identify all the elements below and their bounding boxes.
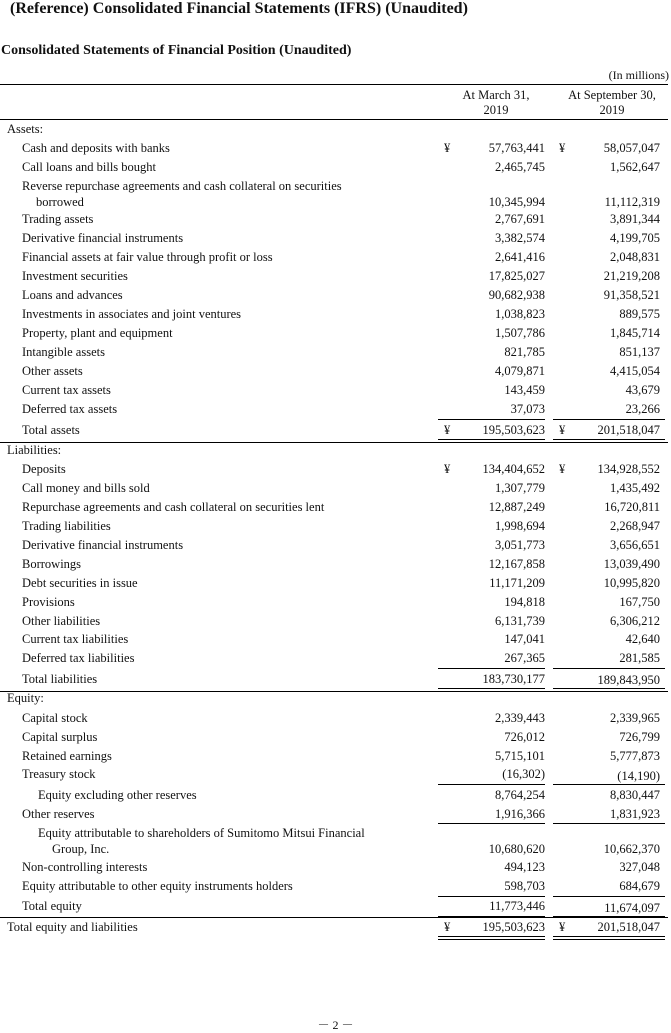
value-march-2019: 1,307,779 xyxy=(495,481,545,495)
value-march-2019: 6,131,739 xyxy=(495,614,545,628)
row-label: Call loans and bills bought xyxy=(22,160,157,174)
row-label: Investments in associates and joint ventures xyxy=(22,307,242,321)
row-label: Loans and advances xyxy=(22,288,123,302)
total-double-rule xyxy=(438,936,545,940)
value-march-2019: 2,641,416 xyxy=(495,250,545,264)
row-label: Total assets xyxy=(22,423,80,437)
row-label: Equity excluding other reserves xyxy=(38,788,197,802)
value-september-2019: 91,358,521 xyxy=(603,288,660,302)
value-march-2019: 12,887,249 xyxy=(488,500,545,514)
value-march-2019: 1,507,786 xyxy=(495,326,545,340)
value-september-2019: 684,679 xyxy=(619,879,660,893)
row-label: Derivative financial instruments xyxy=(22,231,184,245)
section-heading: Liabilities: xyxy=(7,443,62,457)
section-rule xyxy=(0,917,668,918)
value-september-2019: 5,777,873 xyxy=(610,749,660,763)
value-march-2019: 90,682,938 xyxy=(488,288,545,302)
value-september-2019: 2,048,831 xyxy=(610,250,660,264)
row-label: Derivative financial instruments xyxy=(22,538,184,552)
row-label: Deferred tax liabilities xyxy=(22,651,135,665)
row-label: Total equity xyxy=(22,899,82,913)
value-september-2019: 3,891,344 xyxy=(610,212,660,226)
subtotal-rule xyxy=(438,784,545,785)
value-march-2019: 12,167,858 xyxy=(488,557,545,571)
value-september-2019: 889,575 xyxy=(619,307,660,321)
row-label-continued: borrowed xyxy=(36,195,84,209)
value-march-2019: 5,715,101 xyxy=(495,749,545,763)
value-march-2019: 183,730,177 xyxy=(482,672,545,686)
yen-symbol: ¥ xyxy=(444,141,451,155)
row-label: Deferred tax assets xyxy=(22,402,118,416)
value-march-2019: 2,767,691 xyxy=(495,212,545,226)
row-label: Other assets xyxy=(22,364,83,378)
value-march-2019: 11,171,209 xyxy=(489,576,545,590)
value-march-2019: 134,404,652 xyxy=(482,462,545,476)
value-september-2019: 42,640 xyxy=(625,632,660,646)
row-label: Intangible assets xyxy=(22,345,105,359)
value-march-2019: 10,680,620 xyxy=(488,842,545,856)
value-march-2019: 1,038,823 xyxy=(495,307,545,321)
value-september-2019: 10,995,820 xyxy=(603,576,660,590)
value-march-2019: 1,998,694 xyxy=(495,519,545,533)
value-september-2019: 201,518,047 xyxy=(597,423,660,437)
value-march-2019: 726,012 xyxy=(504,730,545,744)
subtotal-rule xyxy=(553,419,665,420)
value-march-2019: 147,041 xyxy=(504,632,545,646)
table-top-rule xyxy=(0,84,668,85)
unit-label: (In millions) xyxy=(608,68,669,82)
value-september-2019: 21,219,208 xyxy=(603,269,660,283)
yen-symbol: ¥ xyxy=(559,141,566,155)
subtotal-rule xyxy=(438,823,545,824)
subtotal-rule xyxy=(553,668,665,669)
row-label: Current tax liabilities xyxy=(22,632,129,646)
value-september-2019: 4,199,705 xyxy=(610,231,660,245)
subtotal-rule xyxy=(438,896,545,897)
value-september-2019: 23,266 xyxy=(625,402,660,416)
value-march-2019: 10,345,994 xyxy=(488,195,545,209)
row-label: Other liabilities xyxy=(22,614,101,628)
value-march-2019: 37,073 xyxy=(510,402,545,416)
value-march-2019: 195,503,623 xyxy=(482,423,545,437)
subtotal-rule xyxy=(438,419,545,420)
value-september-2019: 189,843,950 xyxy=(597,673,660,687)
value-september-2019: 1,831,923 xyxy=(610,807,660,821)
value-september-2019: 13,039,490 xyxy=(603,557,660,571)
value-september-2019: 4,415,054 xyxy=(610,364,660,378)
value-march-2019: 11,773,446 xyxy=(489,899,545,913)
row-label: Deposits xyxy=(22,462,66,476)
row-label: Property, plant and equipment xyxy=(22,326,173,340)
value-march-2019: 2,465,745 xyxy=(495,160,545,174)
value-march-2019: 143,459 xyxy=(504,383,545,397)
value-september-2019: 281,585 xyxy=(619,651,660,665)
value-march-2019: 3,382,574 xyxy=(495,231,545,245)
row-label: Financial assets at fair value through profit or loss xyxy=(22,250,273,264)
value-september-2019: 43,679 xyxy=(625,383,660,397)
row-label: Total liabilities xyxy=(22,672,98,686)
subtotal-rule xyxy=(553,823,665,824)
value-september-2019: 134,928,552 xyxy=(597,462,660,476)
value-september-2019: 851,137 xyxy=(619,345,660,359)
yen-symbol: ¥ xyxy=(559,462,566,476)
value-september-2019: 726,799 xyxy=(619,730,660,744)
value-march-2019: 494,123 xyxy=(504,860,545,874)
page-number: － 2 － xyxy=(317,1018,354,1032)
row-label: Equity attributable to other equity instruments holders xyxy=(22,879,293,893)
value-march-2019: 1,916,366 xyxy=(495,807,545,821)
row-label: Non-controlling interests xyxy=(22,860,148,874)
value-march-2019: 195,503,623 xyxy=(482,920,545,934)
total-double-rule xyxy=(553,936,665,940)
value-september-2019: 58,057,047 xyxy=(603,141,660,155)
yen-symbol: ¥ xyxy=(444,462,451,476)
row-label: Other reserves xyxy=(22,807,95,821)
value-september-2019: 1,845,714 xyxy=(610,326,660,340)
row-label: Investment securities xyxy=(22,269,128,283)
value-september-2019: 1,435,492 xyxy=(610,481,660,495)
value-september-2019: 11,674,097 xyxy=(604,901,660,915)
section-heading: Assets: xyxy=(7,122,44,136)
value-september-2019: 6,306,212 xyxy=(610,614,660,628)
value-september-2019: 2,268,947 xyxy=(610,519,660,533)
row-label-continued: Group, Inc. xyxy=(52,842,110,856)
value-march-2019: 598,703 xyxy=(504,879,545,893)
row-label: Provisions xyxy=(22,595,75,609)
value-march-2019: 17,825,027 xyxy=(488,269,545,283)
value-march-2019: 57,763,441 xyxy=(488,141,545,155)
value-march-2019: 821,785 xyxy=(504,345,545,359)
document-title: (Reference) Consolidated Financial Statements (IFRS) (Unaudited) xyxy=(10,0,468,17)
row-label: Capital stock xyxy=(22,711,88,725)
row-label: Equity attributable to shareholders of Sumitomo Mitsui Financial xyxy=(38,826,365,840)
row-label: Current tax assets xyxy=(22,383,111,397)
row-label: Repurchase agreements and cash collateral on securities lent xyxy=(22,500,325,514)
row-label: Capital surplus xyxy=(22,730,98,744)
yen-symbol: ¥ xyxy=(444,423,451,437)
yen-symbol: ¥ xyxy=(444,920,451,934)
yen-symbol: ¥ xyxy=(559,423,566,437)
value-march-2019: 3,051,773 xyxy=(495,538,545,552)
row-label: Reverse repurchase agreements and cash collateral on securities xyxy=(22,179,342,193)
row-label: Trading assets xyxy=(22,212,94,226)
row-label: Trading liabilities xyxy=(22,519,111,533)
value-september-2019: 3,656,651 xyxy=(610,538,660,552)
subtotal-rule xyxy=(553,896,665,897)
value-march-2019: 194,818 xyxy=(504,595,545,609)
value-march-2019: 267,365 xyxy=(504,651,545,665)
value-september-2019: 167,750 xyxy=(619,595,660,609)
value-march-2019: 4,079,871 xyxy=(495,364,545,378)
value-september-2019: 201,518,047 xyxy=(597,920,660,934)
row-label: Cash and deposits with banks xyxy=(22,141,170,155)
value-september-2019: 1,562,647 xyxy=(610,160,660,174)
value-september-2019: 8,830,447 xyxy=(610,788,660,802)
value-march-2019: 8,764,254 xyxy=(495,788,545,802)
value-september-2019: 11,112,319 xyxy=(604,195,660,209)
value-september-2019: 16,720,811 xyxy=(604,500,660,514)
row-label: Call money and bills sold xyxy=(22,481,150,495)
column-header-september: At September 30, 2019 xyxy=(568,88,656,117)
value-march-2019: (16,302) xyxy=(502,767,545,781)
header-rule xyxy=(0,119,668,120)
value-september-2019: 327,048 xyxy=(619,860,660,874)
row-label: Debt securities in issue xyxy=(22,576,138,590)
row-label: Treasury stock xyxy=(22,767,96,781)
subtotal-rule xyxy=(438,668,545,669)
row-label: Retained earnings xyxy=(22,749,112,763)
section-heading: Equity: xyxy=(7,691,44,705)
subtotal-rule xyxy=(553,784,665,785)
value-september-2019: 2,339,965 xyxy=(610,711,660,725)
column-header-march: At March 31, 2019 xyxy=(462,88,530,117)
value-september-2019: (14,190) xyxy=(617,769,660,783)
value-march-2019: 2,339,443 xyxy=(495,711,545,725)
statement-title: Consolidated Statements of Financial Position (Unaudited) xyxy=(1,43,352,58)
yen-symbol: ¥ xyxy=(559,920,566,934)
row-label: Total equity and liabilities xyxy=(7,920,138,934)
value-september-2019: 10,662,370 xyxy=(603,842,660,856)
row-label: Borrowings xyxy=(22,557,82,571)
